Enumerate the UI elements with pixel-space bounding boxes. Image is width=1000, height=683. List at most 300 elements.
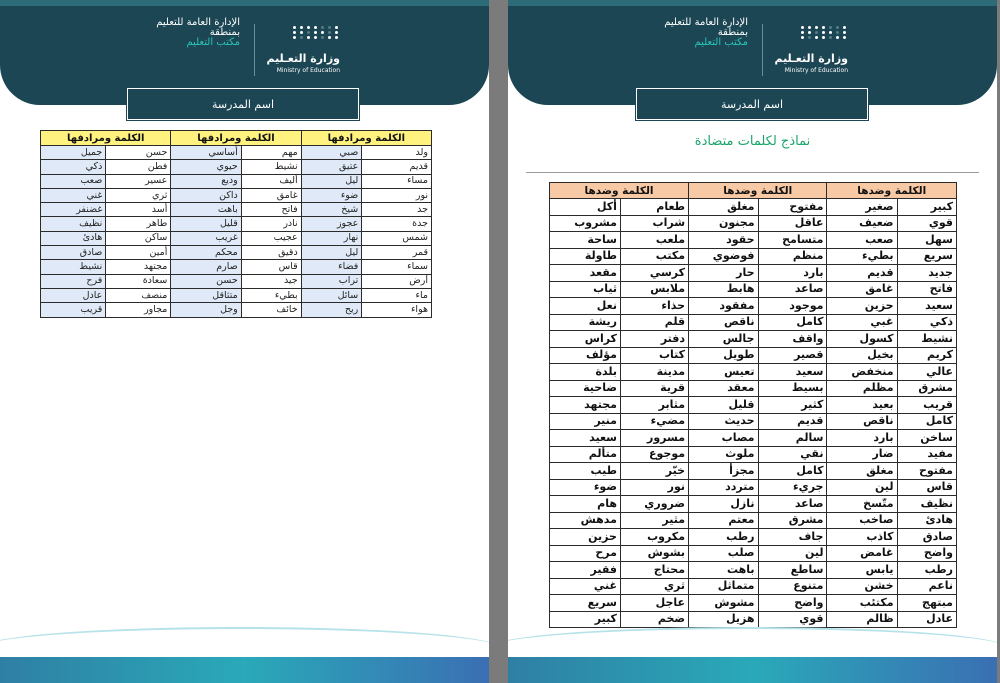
table-row	[550, 248, 957, 265]
synonym-cell: فضاء	[301, 260, 362, 274]
table-row	[550, 331, 957, 348]
word-cell: واقف	[758, 331, 827, 348]
word-cell: فطن	[106, 160, 171, 174]
antonym-cell: هام	[550, 496, 621, 513]
antonym-cell: معقد	[689, 380, 758, 397]
synonym-cell: غريب	[171, 231, 241, 245]
antonym-cell: تعيس	[689, 364, 758, 381]
page-footer-band	[508, 657, 997, 683]
word-cell: خيّر	[620, 463, 688, 480]
antonym-cell: مرح	[550, 545, 621, 562]
word-cell: كرسي	[620, 265, 688, 282]
table-row	[550, 314, 957, 331]
word-cell: قريب	[897, 397, 956, 414]
word-cell: مفيد	[897, 446, 956, 463]
admin-address	[90, 18, 240, 48]
antonym-cell: حزين	[827, 298, 897, 315]
synonym-cell: عادل	[41, 288, 106, 302]
ministry-emblem-icon	[293, 26, 340, 39]
table-row	[550, 265, 957, 282]
word-cell: كتاب	[620, 347, 688, 364]
synonym-cell: ذكي	[41, 160, 106, 174]
synonym-cell: محكم	[171, 246, 241, 260]
word-cell: ساكن	[106, 231, 171, 245]
word-cell: فاتح	[897, 281, 956, 298]
synonym-cell: متثاقل	[171, 288, 241, 302]
antonym-cell: غامض	[827, 545, 897, 562]
antonym-cell: مشروب	[550, 215, 621, 232]
table-row	[550, 545, 957, 562]
word-cell: رطب	[897, 562, 956, 579]
antonym-cell: مؤلف	[550, 347, 621, 364]
logo-divider	[254, 24, 255, 76]
word-cell: موجود	[758, 298, 827, 315]
antonym-cell: رطب	[689, 529, 758, 546]
table-row	[550, 611, 957, 628]
word-cell: قديم	[758, 413, 827, 430]
word-cell: كامل	[758, 463, 827, 480]
antonym-cell: متألم	[550, 446, 621, 463]
antonym-cell: يابس	[827, 562, 897, 579]
ministry-name-ar: وزارة التعـليم	[266, 52, 340, 65]
antonym-cell: نعل	[550, 298, 621, 315]
ministry-name-ar: وزارة التعـليم	[774, 52, 848, 65]
antonym-cell: ساحة	[550, 232, 621, 249]
word-cell: غامق	[241, 188, 301, 202]
antonym-cell: صعب	[827, 232, 897, 249]
column-header: الكلمة وضدها	[827, 183, 957, 199]
synonym-cell: نظيف	[41, 217, 106, 231]
antonym-cell: متماثل	[689, 578, 758, 595]
word-cell: مكروب	[620, 529, 688, 546]
word-cell: مفتوح	[758, 199, 827, 216]
antonym-cell: ظالم	[827, 611, 897, 628]
antonym-cell: طيب	[550, 463, 621, 480]
antonym-cell: ثياب	[550, 281, 621, 298]
ministry-name-en: Ministry of Education	[276, 67, 340, 74]
antonym-cell: قديم	[827, 265, 897, 282]
word-cell: نقي	[758, 446, 827, 463]
table-row	[550, 446, 957, 463]
word-cell: واضح	[758, 595, 827, 612]
word-cell: مشرق	[897, 380, 956, 397]
antonym-cell: أكل	[550, 199, 621, 216]
word-cell: لين	[758, 545, 827, 562]
antonym-cell: معتم	[689, 512, 758, 529]
column-header: الكلمة ومرادفها	[41, 131, 171, 146]
word-cell: عجيب	[241, 231, 301, 245]
synonym-cell: ليل	[301, 246, 362, 260]
antonym-cell: غبي	[827, 314, 897, 331]
word-cell: سماء	[362, 260, 432, 274]
synonym-cell: ليل	[301, 174, 362, 188]
antonym-cell: مقعد	[550, 265, 621, 282]
synonym-cell: ضوء	[301, 188, 362, 202]
synonym-cell: فرح	[41, 274, 106, 288]
word-cell: جيد	[241, 274, 301, 288]
word-cell: قرية	[620, 380, 688, 397]
synonym-cell: جميل	[41, 146, 106, 160]
ministry-logo	[262, 24, 340, 76]
word-cell: ملابس	[620, 281, 688, 298]
word-cell: حذاء	[620, 298, 688, 315]
word-cell: شراب	[620, 215, 688, 232]
table-row	[41, 260, 432, 274]
admin-line-1: الإدارة العامة للتعليم	[664, 17, 748, 28]
antonym-cell: مشوش	[689, 595, 758, 612]
antonym-cell: مظلم	[827, 380, 897, 397]
antonym-cell: هابط	[689, 281, 758, 298]
ministry-emblem-icon	[801, 26, 848, 39]
synonym-cell: صادق	[41, 246, 106, 260]
synonym-cell: هادئ	[41, 231, 106, 245]
admin-line-3: مكتب التعليم	[186, 37, 240, 48]
word-cell: نشيط	[241, 160, 301, 174]
table-row	[41, 188, 432, 202]
word-cell: هواء	[362, 303, 432, 317]
synonyms-table	[40, 130, 432, 318]
antonym-cell: مكتئب	[827, 595, 897, 612]
word-cell: محتاج	[620, 562, 688, 579]
table-row	[550, 463, 957, 480]
antonym-cell: ضار	[827, 446, 897, 463]
word-cell: بطيء	[241, 288, 301, 302]
antonym-cell: طاولة	[550, 248, 621, 265]
table-row	[550, 397, 957, 414]
table-header-row	[550, 183, 957, 199]
word-cell: ماء	[362, 288, 432, 302]
word-cell: مجاور	[106, 303, 171, 317]
document-page-right	[508, 0, 997, 683]
admin-line-3: مكتب التعليم	[694, 37, 748, 48]
logo-divider	[762, 24, 763, 76]
table-row	[550, 529, 957, 546]
column-header: الكلمة وضدها	[689, 183, 827, 199]
table-row	[41, 174, 432, 188]
antonym-cell: مدهش	[550, 512, 621, 529]
antonym-cell: سعيد	[550, 430, 621, 447]
word-cell: بارد	[758, 265, 827, 282]
synonym-cell: صارم	[171, 260, 241, 274]
word-cell: سهل	[897, 232, 956, 249]
table-row	[41, 160, 432, 174]
antonym-cell: صلب	[689, 545, 758, 562]
word-cell: دقيق	[241, 246, 301, 260]
table-row	[41, 231, 432, 245]
table-row	[550, 578, 957, 595]
word-cell: ثري	[106, 188, 171, 202]
synonym-cell: صعب	[41, 174, 106, 188]
word-cell: ساخن	[897, 430, 956, 447]
admin-address	[598, 18, 748, 48]
table-row	[41, 303, 432, 317]
word-cell: صاعد	[758, 281, 827, 298]
word-cell: نور	[620, 479, 688, 496]
admin-line-2: بمنطقة	[717, 27, 748, 38]
antonym-cell: مصاب	[689, 430, 758, 447]
antonym-cell: ناقص	[827, 413, 897, 430]
school-name-box: اسم المدرسة	[636, 88, 868, 120]
antonym-cell: حديث	[689, 413, 758, 430]
synonym-cell: سائل	[301, 288, 362, 302]
table-row	[550, 430, 957, 447]
word-cell: فاتح	[241, 203, 301, 217]
word-cell: مثير	[620, 512, 688, 529]
antonym-cell: لين	[827, 479, 897, 496]
antonym-cell: ناقص	[689, 314, 758, 331]
page-title: نماذج لكلمات متضادة	[694, 134, 811, 149]
antonym-cell: منير	[550, 413, 621, 430]
word-cell: حسن	[106, 146, 171, 160]
column-header: الكلمة ومرادفها	[171, 131, 301, 146]
word-cell: سعيد	[897, 298, 956, 315]
word-cell: قوي	[758, 611, 827, 628]
word-cell: أليف	[241, 174, 301, 188]
word-cell: قوي	[897, 215, 956, 232]
word-cell: متسامح	[758, 232, 827, 249]
word-cell: سعادة	[106, 274, 171, 288]
word-cell: قاس	[241, 260, 301, 274]
word-cell: كامل	[897, 413, 956, 430]
word-cell: مساء	[362, 174, 432, 188]
table-row	[550, 479, 957, 496]
word-cell: أسد	[106, 203, 171, 217]
synonym-cell: قريب	[41, 303, 106, 317]
antonym-cell: باهت	[689, 562, 758, 579]
antonym-cell: قليل	[689, 397, 758, 414]
synonym-cell: صبي	[301, 146, 362, 160]
synonym-cell: حسن	[171, 274, 241, 288]
word-cell: عالي	[897, 364, 956, 381]
table-row	[550, 380, 957, 397]
antonym-cell: مغلق	[827, 463, 897, 480]
word-cell: قصير	[758, 347, 827, 364]
antonym-cell: مفقود	[689, 298, 758, 315]
antonym-cell: حزين	[550, 529, 621, 546]
synonym-cell: وديع	[171, 174, 241, 188]
page-footer-band	[0, 657, 489, 683]
word-cell: مشرق	[758, 512, 827, 529]
antonym-cell: غامق	[827, 281, 897, 298]
word-cell: قديم	[362, 160, 432, 174]
synonym-cell: قليل	[171, 217, 241, 231]
antonyms-table	[549, 182, 957, 628]
antonym-cell: ريشة	[550, 314, 621, 331]
word-cell: عادل	[897, 611, 956, 628]
document-page-left	[0, 0, 489, 683]
word-cell: نظيف	[897, 496, 956, 513]
antonym-cell: بلدة	[550, 364, 621, 381]
word-cell: بسيط	[758, 380, 827, 397]
table-row	[41, 274, 432, 288]
word-cell: جديد	[897, 265, 956, 282]
antonym-cell: حار	[689, 265, 758, 282]
word-cell: مكتب	[620, 248, 688, 265]
word-cell: مفتوح	[897, 463, 956, 480]
ministry-name-en: Ministry of Education	[784, 67, 848, 74]
synonym-cell: نهار	[301, 231, 362, 245]
word-cell: دفتر	[620, 331, 688, 348]
word-cell: مجتهد	[106, 260, 171, 274]
word-cell: جاف	[758, 529, 827, 546]
table-row	[550, 347, 957, 364]
word-cell: طاهر	[106, 217, 171, 231]
word-cell: منصف	[106, 288, 171, 302]
word-cell: ذكي	[897, 314, 956, 331]
antonym-cell: بارد	[827, 430, 897, 447]
word-cell: قاس	[897, 479, 956, 496]
word-cell: خائف	[241, 303, 301, 317]
word-cell: جد	[362, 203, 432, 217]
word-cell: جدة	[362, 217, 432, 231]
synonym-cell: تراب	[301, 274, 362, 288]
word-cell: مدينة	[620, 364, 688, 381]
antonym-cell: مجنون	[689, 215, 758, 232]
antonym-cell: مغلق	[689, 199, 758, 216]
antonym-cell: مجتهد	[550, 397, 621, 414]
word-cell: قمر	[362, 246, 432, 260]
antonym-cell: فقير	[550, 562, 621, 579]
word-cell: مبتهج	[897, 595, 956, 612]
synonym-cell: داكن	[171, 188, 241, 202]
word-cell: ضخم	[620, 611, 688, 628]
title-divider	[526, 172, 979, 173]
word-cell: كثير	[758, 397, 827, 414]
word-cell: هادئ	[897, 512, 956, 529]
word-cell: نشيط	[897, 331, 956, 348]
antonym-cell: صغير	[827, 199, 897, 216]
antonym-cell: هزيل	[689, 611, 758, 628]
synonym-cell: نشيط	[41, 260, 106, 274]
word-cell: سعيد	[758, 364, 827, 381]
table-row	[41, 288, 432, 302]
synonym-cell: ريح	[301, 303, 362, 317]
table-row	[550, 496, 957, 513]
word-cell: مثابر	[620, 397, 688, 414]
word-cell: مسرور	[620, 430, 688, 447]
word-cell: صادق	[897, 529, 956, 546]
table-header-row	[41, 131, 432, 146]
synonym-cell: وجل	[171, 303, 241, 317]
word-cell: عسير	[106, 174, 171, 188]
table-row	[550, 595, 957, 612]
table-row	[550, 364, 957, 381]
antonym-cell: متّسخ	[827, 496, 897, 513]
synonym-cell: عتيق	[301, 160, 362, 174]
word-cell: كريم	[897, 347, 956, 364]
word-cell: عاقل	[758, 215, 827, 232]
antonym-cell: كسول	[827, 331, 897, 348]
admin-line-2: بمنطقة	[209, 27, 240, 38]
antonym-cell: سريع	[550, 595, 621, 612]
antonym-cell: مجزأ	[689, 463, 758, 480]
word-cell: نادر	[241, 217, 301, 231]
word-cell: سالم	[758, 430, 827, 447]
school-name-box: اسم المدرسة	[127, 88, 359, 120]
word-cell: ساطع	[758, 562, 827, 579]
synonym-cell: غضنفر	[41, 203, 106, 217]
antonym-cell: صاخب	[827, 512, 897, 529]
word-cell: قلم	[620, 314, 688, 331]
word-cell: واضح	[897, 545, 956, 562]
synonym-cell: عجوز	[301, 217, 362, 231]
synonym-cell: شيخ	[301, 203, 362, 217]
table-row	[550, 562, 957, 579]
antonym-cell: بطيء	[827, 248, 897, 265]
table-row	[550, 232, 957, 249]
word-cell: طعام	[620, 199, 688, 216]
synonym-cell: أساسي	[171, 146, 241, 160]
column-header: الكلمة ومرادفها	[301, 131, 431, 146]
word-cell: مضيء	[620, 413, 688, 430]
antonym-cell: ضوء	[550, 479, 621, 496]
word-cell: كبير	[897, 199, 956, 216]
word-cell: ضروري	[620, 496, 688, 513]
synonym-cell: حيوي	[171, 160, 241, 174]
table-row	[550, 512, 957, 529]
antonym-cell: كراس	[550, 331, 621, 348]
antonym-cell: كاذب	[827, 529, 897, 546]
word-cell: ثري	[620, 578, 688, 595]
word-cell: بشوش	[620, 545, 688, 562]
word-cell: عاجل	[620, 595, 688, 612]
synonym-cell: باهت	[171, 203, 241, 217]
antonym-cell: حقود	[689, 232, 758, 249]
word-cell: جريء	[758, 479, 827, 496]
antonym-cell: بخيل	[827, 347, 897, 364]
antonym-cell: منخفض	[827, 364, 897, 381]
antonym-cell: ملوث	[689, 446, 758, 463]
synonym-cell: غني	[41, 188, 106, 202]
column-header: الكلمة وضدها	[550, 183, 689, 199]
table-row	[550, 281, 957, 298]
antonym-cell: خشن	[827, 578, 897, 595]
table-row	[550, 413, 957, 430]
antonym-cell: متردد	[689, 479, 758, 496]
table-row	[41, 146, 432, 160]
antonym-cell: غني	[550, 578, 621, 595]
antonym-cell: ضاحية	[550, 380, 621, 397]
word-cell: متنوع	[758, 578, 827, 595]
word-cell: شمس	[362, 231, 432, 245]
word-cell: مهم	[241, 146, 301, 160]
antonym-cell: بعيد	[827, 397, 897, 414]
word-cell: سريع	[897, 248, 956, 265]
table-row	[41, 203, 432, 217]
word-cell: صاعد	[758, 496, 827, 513]
word-cell: ناعم	[897, 578, 956, 595]
antonym-cell: فوضوي	[689, 248, 758, 265]
word-cell: موجوع	[620, 446, 688, 463]
word-cell: أمين	[106, 246, 171, 260]
antonym-cell: طويل	[689, 347, 758, 364]
word-cell: كامل	[758, 314, 827, 331]
word-cell: ملعب	[620, 232, 688, 249]
word-cell: نور	[362, 188, 432, 202]
antonym-cell: نازل	[689, 496, 758, 513]
word-cell: أرض	[362, 274, 432, 288]
table-row	[41, 246, 432, 260]
table-row	[550, 199, 957, 216]
table-row	[41, 217, 432, 231]
word-cell: منظم	[758, 248, 827, 265]
antonym-cell: جالس	[689, 331, 758, 348]
antonym-cell: كبير	[550, 611, 621, 628]
table-row	[550, 215, 957, 232]
antonym-cell: ضعيف	[827, 215, 897, 232]
admin-line-1: الإدارة العامة للتعليم	[156, 17, 240, 28]
ministry-logo	[770, 24, 848, 76]
